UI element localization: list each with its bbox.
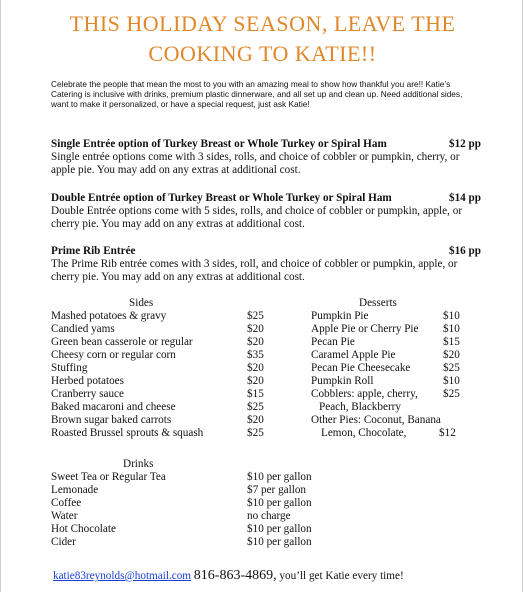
dessert-item: Caramel Apple Pie: [311, 349, 396, 361]
dessert-price: $20: [443, 349, 460, 361]
single-entree-description: Single entrée options come with 3 sides, rolls, and choice of cobbler or pumpkin, cherry, or apple pie. You may add on any extras at additional cost.: [51, 151, 460, 177]
prime-rib-price: $16 pp: [448, 245, 481, 257]
side-price: $25: [247, 310, 264, 322]
side-price: $20: [247, 336, 264, 348]
drink-price: no charge: [247, 510, 291, 522]
dessert-price: $10: [443, 323, 460, 335]
side-price: $20: [247, 362, 264, 374]
side-item: Stuffing: [51, 362, 88, 374]
drink-item: Hot Chocolate: [51, 523, 116, 535]
sides-heading: Sides: [129, 297, 154, 309]
side-item: Candied yams: [51, 323, 115, 335]
drink-price: $10 per gallon: [247, 523, 312, 535]
dessert-price: $25: [443, 362, 460, 374]
prime-rib-section: [51, 245, 481, 285]
double-entree-price: $14 pp: [448, 192, 481, 204]
drinks-heading: Drinks: [123, 458, 154, 470]
dessert-price: $15: [443, 336, 460, 348]
desserts-list: [311, 310, 481, 442]
prime-rib-description: The Prime Rib entrée comes with 3 sides, roll, and choice of cobbler or pumpkin, apple, or cherry pie. You may add on any extras at additional cost.: [51, 258, 458, 284]
side-price: $35: [247, 349, 264, 361]
double-entree-heading: Double Entrée option of Turkey Breast or Whole Turkey or Spiral Ham: [51, 192, 392, 204]
desserts-heading: Desserts: [359, 297, 397, 309]
dessert-item: Peach, Blackberry: [319, 401, 402, 413]
side-item: Brown sugar baked carrots: [51, 414, 172, 426]
single-entree-heading: Single Entrée option of Turkey Breast or Whole Turkey or Spiral Ham: [51, 138, 387, 150]
side-price: $20: [247, 414, 264, 426]
dessert-item: Pecan Pie Cheesecake: [311, 362, 411, 374]
prime-rib-heading: Prime Rib Entrée: [51, 245, 136, 257]
drink-item: Lemonade: [51, 484, 99, 496]
dessert-item: Lemon, Chocolate,: [321, 427, 407, 439]
dessert-price: $10: [443, 375, 460, 387]
side-price: $20: [247, 375, 264, 387]
drink-item: Cider: [51, 536, 76, 548]
dessert-item: Pumpkin Pie: [311, 310, 369, 322]
drink-price: $10 per gallon: [247, 497, 312, 509]
single-entree-price: $12 pp: [448, 138, 481, 150]
contact-footer: [53, 568, 404, 584]
single-entree-section: [51, 138, 481, 178]
dessert-price: $10: [443, 310, 460, 322]
dessert-price: $25: [443, 388, 460, 400]
drinks-list: [51, 471, 351, 551]
side-item: Mashed potatoes & gravy: [51, 310, 167, 322]
side-price: $25: [247, 427, 264, 439]
double-entree-description: Double Entrée options come with 5 sides, rolls, and choice of cobbler or pumpkin, apple, or cherry pie. You may add on any extras at additional cost.: [51, 205, 463, 231]
dessert-item: Cobblers: apple, cherry,: [311, 388, 418, 400]
double-entree-section: [51, 192, 481, 232]
drink-price: $10 per gallon: [247, 471, 312, 483]
phone-number: 816-863-4869,: [193, 568, 277, 583]
dessert-item: Pumpkin Roll: [311, 375, 374, 387]
drink-item: Coffee: [51, 497, 82, 509]
side-item: Cranberry sauce: [51, 388, 124, 400]
side-item: Herbed potatoes: [51, 375, 125, 387]
sides-list: [51, 310, 281, 442]
side-price: $25: [247, 401, 264, 413]
headline-line-2: COOKING TO KATIE!!: [148, 41, 377, 66]
dessert-price: $12: [439, 427, 456, 439]
footer-tagline: you’ll get Katie every time!: [276, 570, 404, 582]
side-item: Cheesy corn or regular corn: [51, 349, 176, 361]
dessert-item: Apple Pie or Cherry Pie: [311, 323, 419, 335]
side-item: Roasted Brussel sprouts & squash: [51, 427, 204, 439]
side-price: $20: [247, 323, 264, 335]
email-link[interactable]: katie83reynolds@hotmail.com: [53, 570, 191, 582]
dessert-item: Other Pies: Coconut, Banana: [311, 414, 441, 426]
dessert-item: Pecan Pie: [311, 336, 355, 348]
side-price: $15: [247, 388, 264, 400]
side-item: Green bean casserole or regular: [51, 336, 193, 348]
intro-paragraph: Celebrate the people that mean the most to you with an amazing meal to show how thankful you are!! Katie’s Catering is inclusive with drinks, premium plastic dinnerware, and all set up and clean up. Need additional sides, want to make it personalized, or have a special request, just ask Katie!: [51, 79, 463, 110]
side-item: Baked macaroni and cheese: [51, 401, 176, 413]
drink-price: $10 per gallon: [247, 536, 312, 548]
drink-item: Sweet Tea or Regular Tea: [51, 471, 166, 483]
drink-item: Water: [51, 510, 78, 522]
headline-line-1: THIS HOLIDAY SEASON, LEAVE THE: [69, 11, 456, 36]
drink-price: $7 per gallon: [247, 484, 307, 496]
